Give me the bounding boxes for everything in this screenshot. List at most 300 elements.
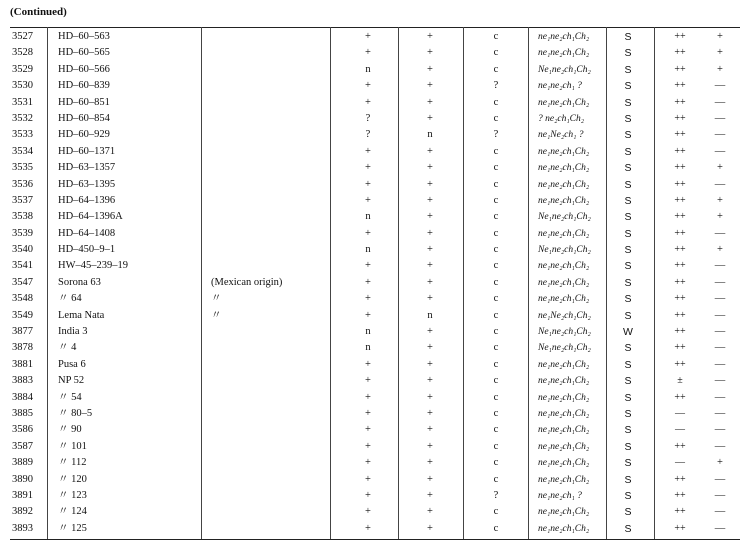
test-7-result: — — [714, 129, 726, 141]
test-2-result: + — [427, 31, 433, 42]
genotype: ne₁ne₂ch₁Ch₂ — [538, 507, 590, 518]
table-row — [0, 177, 750, 193]
test-6-result: ++ — [674, 96, 686, 108]
test-7-result: — — [714, 440, 726, 452]
test-6-result: — — [675, 457, 685, 469]
test-7-result: — — [714, 96, 726, 108]
test-3-result: c — [493, 326, 499, 338]
test-7-result: + — [717, 63, 723, 75]
test-7-result: + — [717, 31, 723, 42]
test-3-result: c — [493, 47, 499, 59]
genotype: ne₁ne₂ch₁Ch₂ — [538, 163, 590, 174]
genotype: ? ne₂ch₁Ch₂ — [538, 113, 585, 124]
test-2-result: + — [427, 293, 433, 305]
variety-name: India 3 — [58, 326, 88, 338]
test-3-result: c — [493, 391, 499, 403]
test-6-result: ++ — [674, 227, 686, 239]
table-row — [0, 324, 750, 340]
test-6-result: ++ — [674, 31, 686, 42]
test-1-result: + — [365, 293, 371, 305]
table-row — [0, 62, 750, 78]
test-7-result: — — [714, 473, 726, 485]
type-code: S — [624, 211, 632, 224]
genotype: ne₁ne₂ch₁Ch₂ — [538, 458, 590, 469]
table-row — [0, 488, 750, 504]
variety-name: 〃 112 — [58, 457, 87, 469]
type-code: W — [623, 326, 633, 339]
variety-name: HD–60–563 — [58, 31, 110, 42]
variety-name: 〃 54 — [58, 391, 82, 403]
test-7-result: + — [717, 194, 723, 206]
type-code: S — [624, 506, 632, 519]
type-code: S — [624, 489, 632, 502]
accession-number: 3527 — [12, 31, 33, 42]
table-row — [0, 160, 750, 176]
test-6-result: ++ — [674, 194, 686, 206]
accession-number: 3890 — [12, 473, 33, 485]
test-7-result: — — [714, 227, 726, 239]
genotype: ne₁ne₂ch₁Ch₂ — [538, 146, 590, 157]
genotype: ne₁ne₂ch₁Ch₂ — [538, 474, 590, 485]
table-row — [0, 127, 750, 143]
test-3-result: c — [493, 522, 499, 534]
genotype: ne₁ne₂ch₁ ? — [538, 490, 582, 501]
test-2-result: + — [427, 358, 433, 370]
test-2-result: + — [427, 407, 433, 419]
accession-number: 3549 — [12, 309, 33, 321]
test-3-result: c — [493, 309, 499, 321]
type-code: S — [624, 227, 632, 240]
test-6-result: ++ — [674, 244, 686, 256]
accession-number: 3891 — [12, 489, 33, 501]
test-3-result: c — [493, 276, 499, 288]
test-7-result: + — [717, 211, 723, 223]
test-7-result: + — [717, 244, 723, 256]
test-6-result: ++ — [674, 326, 686, 338]
type-code: S — [624, 47, 632, 60]
genotype: ne₁Ne₂ch₁Ch₂ — [538, 310, 591, 321]
variety-name: HD–64–1408 — [58, 227, 116, 239]
test-2-result: + — [427, 145, 433, 157]
test-3-result: c — [493, 96, 499, 108]
table-row — [0, 111, 750, 127]
variety-name: Sorona 63 — [58, 276, 101, 288]
variety-name: HD–63–1395 — [58, 178, 116, 190]
test-1-result: + — [365, 440, 371, 452]
test-7-result: — — [714, 309, 726, 321]
table-row — [0, 422, 750, 438]
test-1-result: ? — [365, 129, 371, 141]
table-body — [0, 29, 750, 537]
genotype: ne₁Ne₂ch₁ ? — [538, 130, 584, 141]
genotype: ne₁ne₂ch₁Ch₂ — [538, 32, 590, 42]
origin-note: 〃 — [211, 309, 222, 321]
type-code: S — [624, 424, 632, 437]
test-2-result: + — [427, 326, 433, 338]
test-1-result: + — [365, 358, 371, 370]
test-1-result: n — [365, 342, 371, 354]
test-7-result: + — [717, 457, 723, 469]
test-7-result: — — [714, 112, 726, 124]
test-7-result: — — [714, 293, 726, 305]
test-3-result: c — [493, 227, 499, 239]
test-6-result: ++ — [674, 80, 686, 92]
test-1-result: + — [365, 80, 371, 92]
test-2-result: + — [427, 473, 433, 485]
variety-name: NP 52 — [58, 375, 85, 387]
test-7-result: + — [717, 162, 723, 174]
genotype: Ne₁ne₂ch₁Ch₂ — [538, 245, 591, 256]
test-1-result: + — [365, 47, 371, 59]
test-7-result: — — [714, 375, 726, 387]
test-6-result: ++ — [674, 489, 686, 501]
test-6-result: ++ — [674, 342, 686, 354]
accession-number: 3530 — [12, 80, 33, 92]
test-2-result: + — [427, 489, 433, 501]
genotype: ne₁ne₂ch₁Ch₂ — [538, 376, 590, 387]
table-top-rule — [10, 27, 740, 28]
test-3-result: ? — [493, 129, 499, 141]
accession-number: 3537 — [12, 194, 33, 206]
type-code: S — [624, 342, 632, 355]
type-code: S — [624, 129, 632, 142]
accession-number: 3529 — [12, 63, 33, 75]
test-2-result: n — [427, 309, 433, 321]
test-3-result: c — [493, 211, 499, 223]
variety-name: HD–60–929 — [58, 129, 110, 141]
test-3-result: c — [493, 506, 499, 518]
type-code: S — [624, 112, 632, 125]
test-1-result: n — [365, 211, 371, 223]
test-2-result: + — [427, 244, 433, 256]
table-row — [0, 95, 750, 111]
variety-name: Pusa 6 — [58, 358, 86, 370]
accession-number: 3532 — [12, 112, 33, 124]
test-1-result: + — [365, 178, 371, 190]
test-3-result: c — [493, 194, 499, 206]
test-6-result: — — [675, 424, 685, 436]
test-7-result: — — [714, 326, 726, 338]
table-bottom-rule — [10, 539, 740, 540]
origin-note: (Mexican origin) — [211, 276, 283, 288]
test-7-result: — — [714, 178, 726, 190]
table-row — [0, 504, 750, 520]
genotype: ne₁ne₂ch₁Ch₂ — [538, 441, 590, 452]
type-code: S — [624, 145, 632, 158]
test-1-result: + — [365, 227, 371, 239]
test-1-result: + — [365, 276, 371, 288]
test-1-result: n — [365, 63, 371, 75]
test-3-result: c — [493, 424, 499, 436]
test-6-result: — — [675, 407, 685, 419]
test-3-result: c — [493, 260, 499, 272]
genotype: ne₁ne₂ch₁Ch₂ — [538, 408, 590, 419]
genotype: ne₁ne₂ch₁Ch₂ — [538, 277, 590, 288]
test-7-result: — — [714, 260, 726, 272]
test-3-result: ? — [493, 80, 499, 92]
test-7-result: — — [714, 407, 726, 419]
table-row — [0, 226, 750, 242]
genotype: Ne₁ne₂ch₁Ch₂ — [538, 343, 591, 354]
test-1-result: + — [365, 162, 371, 174]
variety-name: 〃 90 — [58, 424, 82, 436]
test-3-result: ? — [493, 489, 499, 501]
table-row — [0, 144, 750, 160]
variety-name: HD–60–854 — [58, 112, 110, 124]
genotype: ne₁ne₂ch₁Ch₂ — [538, 523, 590, 534]
test-1-result: + — [365, 309, 371, 321]
variety-name: HD–64–1396A — [58, 211, 123, 223]
genotype: ne₁ne₂ch₁Ch₂ — [538, 195, 590, 206]
accession-number: 3535 — [12, 162, 33, 174]
test-6-result: ++ — [674, 473, 686, 485]
test-6-result: ++ — [674, 63, 686, 75]
test-3-result: c — [493, 112, 499, 124]
test-1-result: + — [365, 375, 371, 387]
genotype: ne₁ne₂ch₁Ch₂ — [538, 294, 590, 305]
test-1-result: + — [365, 407, 371, 419]
origin-note: 〃 — [211, 293, 222, 305]
test-1-result: + — [365, 522, 371, 534]
test-2-result: + — [427, 506, 433, 518]
accession-number: 3547 — [12, 276, 33, 288]
test-2-result: + — [427, 227, 433, 239]
accession-number: 3534 — [12, 145, 33, 157]
test-7-result: — — [714, 358, 726, 370]
variety-name: HD–63–1357 — [58, 162, 116, 174]
test-1-result: ? — [365, 112, 371, 124]
type-code: S — [624, 457, 632, 470]
table-row — [0, 209, 750, 225]
test-2-result: + — [427, 178, 433, 190]
type-code: S — [624, 96, 632, 109]
test-2-result: + — [427, 47, 433, 59]
test-2-result: + — [427, 194, 433, 206]
genotype: ne₁ne₂ch₁ ? — [538, 81, 582, 92]
test-2-result: + — [427, 440, 433, 452]
test-3-result: c — [493, 293, 499, 305]
accession-number: 3878 — [12, 342, 33, 354]
table-row — [0, 78, 750, 94]
test-1-result: + — [365, 391, 371, 403]
test-1-result: + — [365, 473, 371, 485]
test-3-result: c — [493, 375, 499, 387]
test-6-result: ++ — [674, 276, 686, 288]
table-row — [0, 275, 750, 291]
test-7-result: — — [714, 424, 726, 436]
test-6-result: ± — [677, 375, 683, 387]
accession-number: 3528 — [12, 47, 33, 59]
type-code: S — [624, 260, 632, 273]
test-7-result: — — [714, 80, 726, 92]
accession-number: 3548 — [12, 293, 33, 305]
genotype: ne₁ne₂ch₁Ch₂ — [538, 48, 590, 59]
test-7-result: — — [714, 276, 726, 288]
type-code: S — [624, 162, 632, 175]
test-2-result: + — [427, 96, 433, 108]
variety-name: 〃 101 — [58, 440, 87, 452]
test-2-result: + — [427, 63, 433, 75]
variety-name: 〃 4 — [58, 342, 77, 354]
test-2-result: + — [427, 211, 433, 223]
genotype: ne₁ne₂ch₁Ch₂ — [538, 392, 590, 403]
genotype: ne₁ne₂ch₁Ch₂ — [538, 97, 590, 108]
variety-name: Lema Nata — [58, 309, 105, 321]
test-2-result: + — [427, 260, 433, 272]
test-1-result: + — [365, 194, 371, 206]
test-6-result: ++ — [674, 506, 686, 518]
genotype: ne₁ne₂ch₁Ch₂ — [538, 228, 590, 239]
accession-number: 3884 — [12, 391, 33, 403]
test-7-result: — — [714, 522, 726, 534]
table-row — [0, 45, 750, 61]
accession-number: 3538 — [12, 211, 33, 223]
table-row — [0, 406, 750, 422]
variety-name: HW–45–239–19 — [58, 260, 128, 272]
accession-number: 3531 — [12, 96, 33, 108]
type-code: S — [624, 63, 632, 76]
accession-number: 3540 — [12, 244, 33, 256]
test-2-result: + — [427, 375, 433, 387]
variety-name: HD–60–1371 — [58, 145, 116, 157]
test-2-result: + — [427, 522, 433, 534]
test-6-result: ++ — [674, 129, 686, 141]
accession-number: 3877 — [12, 326, 33, 338]
type-code: S — [624, 473, 632, 486]
test-6-result: ++ — [674, 162, 686, 174]
table-caption: (Continued) — [10, 6, 67, 18]
test-7-result: — — [714, 506, 726, 518]
genotype: Ne₁ne₂ch₁Ch₂ — [538, 64, 591, 75]
genotype: ne₁ne₂ch₁Ch₂ — [538, 359, 590, 370]
variety-name: HD–64–1396 — [58, 194, 116, 206]
table-row — [0, 308, 750, 324]
test-2-result: n — [427, 129, 433, 141]
accession-number: 3586 — [12, 424, 33, 436]
type-code: S — [624, 194, 632, 207]
test-1-result: n — [365, 326, 371, 338]
genotype: ne₁ne₂ch₁Ch₂ — [538, 425, 590, 436]
test-3-result: c — [493, 244, 499, 256]
type-code: S — [624, 309, 632, 322]
test-3-result: c — [493, 31, 499, 42]
table-row — [0, 439, 750, 455]
table-row — [0, 258, 750, 274]
test-6-result: ++ — [674, 47, 686, 59]
accession-number: 3881 — [12, 358, 33, 370]
accession-number: 3892 — [12, 506, 33, 518]
variety-name: 〃 123 — [58, 489, 87, 501]
test-1-result: + — [365, 506, 371, 518]
test-2-result: + — [427, 391, 433, 403]
test-3-result: c — [493, 457, 499, 469]
accession-number: 3533 — [12, 129, 33, 141]
variety-name: 〃 120 — [58, 473, 87, 485]
test-6-result: ++ — [674, 145, 686, 157]
accession-number: 3893 — [12, 522, 33, 534]
test-2-result: + — [427, 162, 433, 174]
test-1-result: + — [365, 31, 371, 42]
test-7-result: — — [714, 342, 726, 354]
table-row — [0, 193, 750, 209]
test-6-result: ++ — [674, 440, 686, 452]
table-row — [0, 242, 750, 258]
test-3-result: c — [493, 440, 499, 452]
accession-number: 3883 — [12, 375, 33, 387]
test-3-result: c — [493, 145, 499, 157]
test-1-result: + — [365, 96, 371, 108]
test-1-result: + — [365, 260, 371, 272]
type-code: S — [624, 178, 632, 191]
type-code: S — [624, 375, 632, 388]
variety-name: HD–450–9–1 — [58, 244, 116, 256]
test-6-result: ++ — [674, 112, 686, 124]
genotype: Ne₁ne₂ch₁Ch₂ — [538, 212, 591, 223]
table-row — [0, 29, 750, 45]
test-3-result: c — [493, 358, 499, 370]
test-2-result: + — [427, 80, 433, 92]
test-1-result: + — [365, 145, 371, 157]
accession-number: 3541 — [12, 260, 33, 272]
test-2-result: + — [427, 424, 433, 436]
test-6-result: ++ — [674, 293, 686, 305]
variety-name: 〃 64 — [58, 293, 82, 305]
type-code: S — [624, 440, 632, 453]
test-2-result: + — [427, 276, 433, 288]
accession-number: 3539 — [12, 227, 33, 239]
test-3-result: c — [493, 162, 499, 174]
type-code: S — [624, 293, 632, 306]
table-row — [0, 472, 750, 488]
table-row — [0, 340, 750, 356]
variety-name: 〃 80–5 — [58, 407, 93, 419]
type-code: S — [624, 391, 632, 404]
table-row — [0, 373, 750, 389]
variety-name: 〃 124 — [58, 506, 87, 518]
type-code: S — [624, 244, 632, 257]
table-row — [0, 291, 750, 307]
table-row — [0, 521, 750, 537]
test-6-result: ++ — [674, 358, 686, 370]
table-row — [0, 390, 750, 406]
variety-name: HD–60–565 — [58, 47, 110, 59]
type-code: S — [624, 31, 632, 43]
variety-name: HD–60–851 — [58, 96, 110, 108]
type-code: S — [624, 407, 632, 420]
variety-name: HD–60–566 — [58, 63, 110, 75]
test-2-result: + — [427, 457, 433, 469]
variety-name: 〃 125 — [58, 522, 87, 534]
test-3-result: c — [493, 178, 499, 190]
genotype: ne₁ne₂ch₁Ch₂ — [538, 179, 590, 190]
type-code: S — [624, 276, 632, 289]
type-code: S — [624, 522, 632, 535]
test-6-result: ++ — [674, 260, 686, 272]
test-1-result: + — [365, 457, 371, 469]
test-2-result: + — [427, 112, 433, 124]
accession-number: 3536 — [12, 178, 33, 190]
test-3-result: c — [493, 407, 499, 419]
accession-number: 3885 — [12, 407, 33, 419]
test-7-result: — — [714, 145, 726, 157]
test-6-result: ++ — [674, 309, 686, 321]
test-1-result: n — [365, 244, 371, 256]
genotype: ne₁ne₂ch₁Ch₂ — [538, 261, 590, 272]
test-7-result: + — [717, 47, 723, 59]
table-row — [0, 357, 750, 373]
test-1-result: + — [365, 489, 371, 501]
test-6-result: ++ — [674, 178, 686, 190]
